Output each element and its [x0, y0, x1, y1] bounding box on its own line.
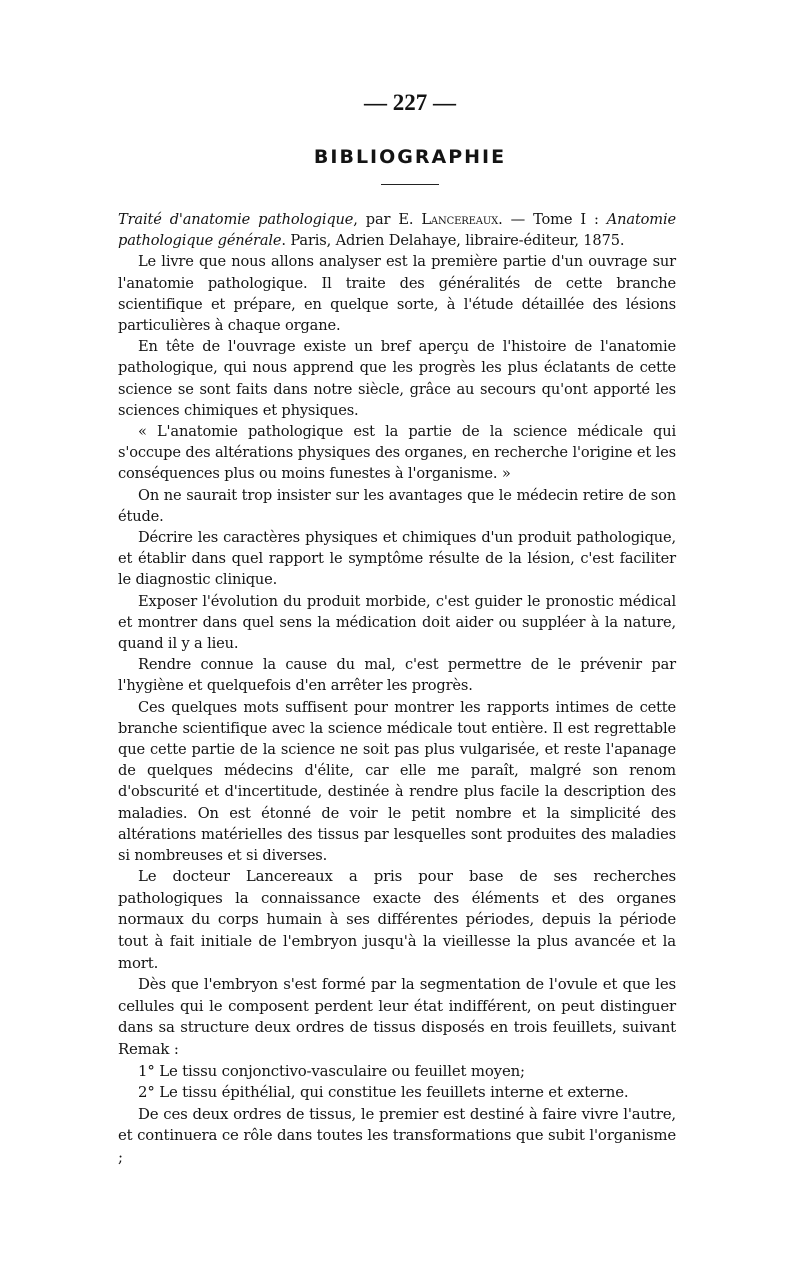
publisher-info: . Paris, Adrien Delahaye, libraire-éditeur, 1875. [281, 232, 625, 250]
paragraph: Ces quelques mots suffisent pour montrer les rapports intimes de cette branche scientifique avec la science médicale tout entière. Il est regrettable que cette partie de la science ne soit pas plus vulgarisée, et reste l'apanage de quelques médecins d'élite, car elle me paraît, malgré son renom d'obscurité et d'incertitude, destinée à rendre plus facile la description des maladies. On est étonné de voir le petit nombre et la simplicité des altérations matérielles des tissus par lesquelles sont produites des maladies si nombreuses et si diverses. [118, 698, 676, 865]
paragraph: Le docteur Lancereaux a pris pour base de ses recherches pathologiques la connaissance exacte des éléments et des organes normaux du corps humain à ses différentes périodes, depuis la période tout à fait initiale de l'embryon jusqu'à la vieillesse la plus avancée et la mort. [118, 867, 676, 972]
paragraph: On ne saurait trop insister sur les avantages que le médecin retire de son étude. [118, 486, 676, 525]
book-title: Traité d'anatomie pathologique [118, 211, 354, 228]
body-text [118, 209, 676, 1169]
list-item: 2° Le tissu épithélial, qui constitue les feuillets interne et externe. [138, 1083, 629, 1102]
paragraph: Le livre que nous allons analyser est la première partie d'un ouvrage sur l'anatomie pathologique. Il traite des généralités de cette branche scientifique et prépare, en quelque sorte, à l'étude détaillée des lésions particulières à chaque organe. [118, 253, 676, 335]
volume-title: Anatomie pathologique générale [118, 211, 676, 250]
quotation-paragraph: « L'anatomie pathologique est la partie de la science médicale qui s'occupe des altérations physiques des organes, en recherche l'origine et les conséquences plus ou moins funestes à l'organisme. » [118, 423, 676, 483]
paragraph: En tête de l'ouvrage existe un bref aperçu de l'histoire de l'anatomie pathologique, qui nous apprend que les progrès les plus éclatants de cette science se sont faits dans notre siècle, grâce au secours qu'ont apporté les sciences chimiques et physiques. [118, 338, 676, 419]
title-divider [381, 184, 439, 185]
paragraph: Décrire les caractères physiques et chimiques d'un produit pathologique, et établir dans quel rapport le symptôme résulte de la lésion, c'est faciliter le diagnostic clinique. [118, 529, 676, 589]
paragraph: Exposer l'évolution du produit morbide, c'est guider le pronostic médical et montrer dans quel sens la médication doit aider ou suppléer à la nature, quand il y a lieu. [118, 592, 676, 653]
page-title: BIBLIOGRAPHIE [313, 146, 507, 168]
reference-text: , par E. [353, 211, 422, 228]
bibliographic-reference [118, 209, 676, 251]
paragraph: Dès que l'embryon s'est formé par la segmentation de l'ovule et que les cellules qui le composent perdent leur état indifférent, on peut distinguer dans sa structure deux ordres de tissus disposés en trois feuillets, suivant Remak : [118, 975, 676, 1059]
paragraph: De ces deux ordres de tissus, le premier est destiné à faire vivre l'autre, et continuera ce rôle dans toutes les transformations que subit l'organisme ; [118, 1104, 676, 1167]
reference-text: . — Tome I : [498, 211, 607, 228]
list-item: 1° Le tissu conjonctivo-vasculaire ou feuillet moyen; [138, 1061, 525, 1080]
page-number: — 227 — [364, 90, 456, 115]
author-name: Lancereaux [421, 211, 499, 228]
paragraph: Rendre connue la cause du mal, c'est permettre de le prévenir par l'hygiène et quelquefois d'en arrêter les progrès. [118, 656, 676, 695]
